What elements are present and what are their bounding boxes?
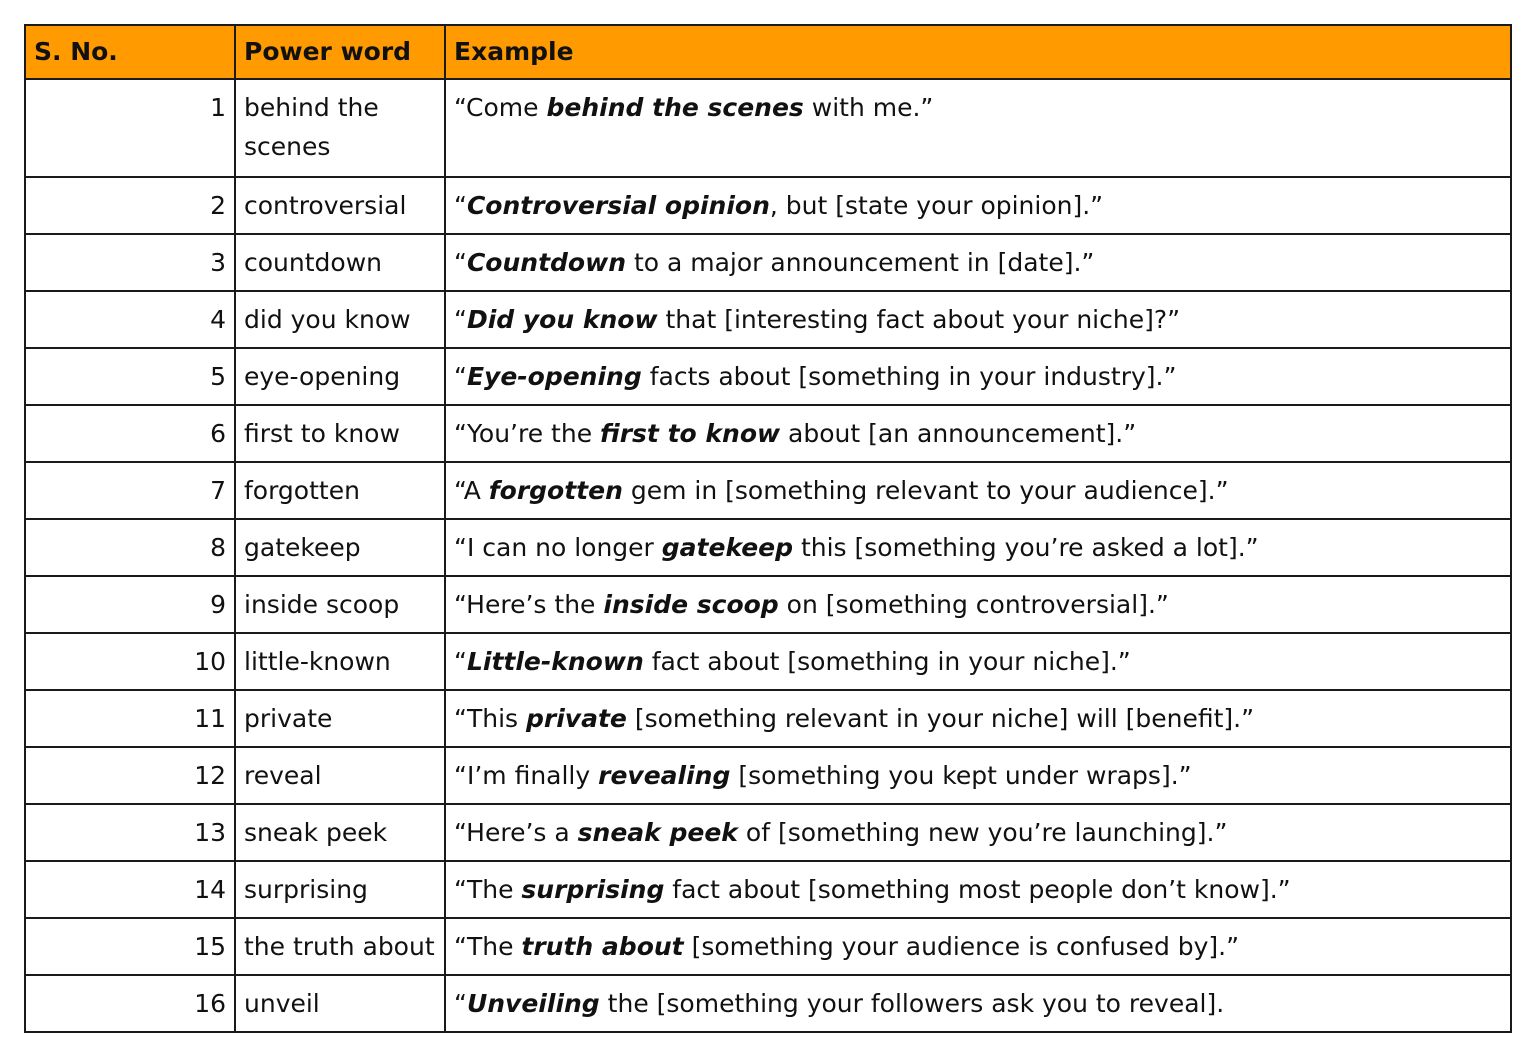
table-header [25,25,1511,79]
example-text-after: fact about [something in your niche].” [643,647,1131,676]
example-cell [445,177,1511,234]
table-row [25,348,1511,405]
example-cell [445,462,1511,519]
example-cell [445,975,1511,1032]
example-cell [445,576,1511,633]
table-body [25,79,1511,1032]
power-words-table [24,24,1512,1033]
power-word-cell: forgotten [235,462,445,519]
example-text-before: “ [454,248,467,277]
example-power-word-emphasis: sneak peek [577,818,738,847]
power-word-cell: surprising [235,861,445,918]
example-text-after: [something relevant in your niche] will [benefit].” [626,704,1255,733]
serial-number-cell: 2 [25,177,235,234]
example-text-after: fact about [something most people don’t know].” [664,875,1291,904]
example-text-before: “The [454,932,522,961]
table-row [25,79,1511,177]
power-word-cell: private [235,690,445,747]
example-text-before: “ [454,647,467,676]
example-cell [445,519,1511,576]
power-word-cell: countdown [235,234,445,291]
power-word-cell: eye-opening [235,348,445,405]
serial-number-cell: 11 [25,690,235,747]
example-cell [445,79,1511,177]
example-text-after: with me.” [803,93,934,122]
example-power-word-emphasis: inside scoop [603,590,779,619]
example-cell [445,348,1511,405]
table-row [25,519,1511,576]
header-power-word: Power word [235,25,445,79]
example-text-after: about [an announcement].” [780,419,1137,448]
example-text-after: this [something you’re asked a lot].” [793,533,1259,562]
table-row [25,576,1511,633]
table-row [25,633,1511,690]
serial-number-cell: 16 [25,975,235,1032]
serial-number-cell: 1 [25,79,235,177]
table-row [25,975,1511,1032]
table-row [25,861,1511,918]
example-power-word-emphasis: gatekeep [661,533,793,562]
example-text-after: that [interesting fact about your niche]?” [657,305,1181,334]
serial-number-cell: 3 [25,234,235,291]
example-text-before: “I’m finally [454,761,599,790]
power-word-cell: controversial [235,177,445,234]
example-text-before: “A [454,476,489,505]
example-power-word-emphasis: Did you know [466,305,658,334]
example-cell [445,747,1511,804]
example-power-word-emphasis: Controversial opinion [466,191,770,220]
example-text-before: “You’re the [454,419,601,448]
serial-number-cell: 13 [25,804,235,861]
example-power-word-emphasis: revealing [598,761,731,790]
example-text-before: “ [454,305,467,334]
example-text-before: “Here’s a [454,818,578,847]
serial-number-cell: 14 [25,861,235,918]
power-word-cell: inside scoop [235,576,445,633]
example-text-after: [something you kept under wraps].” [730,761,1192,790]
example-power-word-emphasis: forgotten [488,476,623,505]
example-text-after: to a major announcement in [date].” [626,248,1095,277]
serial-number-cell: 5 [25,348,235,405]
example-text-after: the [something your followers ask you to reveal]. [599,989,1225,1018]
header-example: Example [445,25,1511,79]
example-power-word-emphasis: Countdown [466,248,626,277]
example-text-after: gem in [something relevant to your audience].” [622,476,1229,505]
table-row [25,462,1511,519]
power-word-cell: did you know [235,291,445,348]
table-row [25,405,1511,462]
example-power-word-emphasis: truth about [521,932,684,961]
power-word-cell: unveil [235,975,445,1032]
header-row [25,25,1511,79]
example-text-before: “ [454,191,467,220]
example-text-before: “Here’s the [454,590,604,619]
table-row [25,177,1511,234]
serial-number-cell: 15 [25,918,235,975]
example-power-word-emphasis: Little-known [466,647,644,676]
example-text-before: “ [454,362,467,391]
power-word-cell: reveal [235,747,445,804]
example-cell [445,861,1511,918]
example-text-after: on [something controversial].” [778,590,1169,619]
example-power-word-emphasis: private [526,704,627,733]
example-power-word-emphasis: first to know [600,419,781,448]
example-text-before: “ [454,989,467,1018]
example-text-after: [something your audience is confused by].” [683,932,1240,961]
example-cell [445,690,1511,747]
power-word-cell: first to know [235,405,445,462]
power-word-cell: sneak peek [235,804,445,861]
table-row [25,804,1511,861]
example-power-word-emphasis: Unveiling [466,989,600,1018]
table-row [25,291,1511,348]
serial-number-cell: 7 [25,462,235,519]
serial-number-cell: 4 [25,291,235,348]
serial-number-cell: 12 [25,747,235,804]
power-word-cell: behind the scenes [235,79,445,177]
serial-number-cell: 6 [25,405,235,462]
table-row [25,690,1511,747]
power-word-cell: gatekeep [235,519,445,576]
example-text-after: , but [state your opinion].” [769,191,1104,220]
example-cell [445,405,1511,462]
power-word-cell: the truth about [235,918,445,975]
table-row [25,747,1511,804]
example-text-before: “Come [454,93,547,122]
example-cell [445,234,1511,291]
example-cell [445,918,1511,975]
example-cell [445,633,1511,690]
power-word-cell: little-known [235,633,445,690]
example-cell [445,291,1511,348]
table-row [25,234,1511,291]
example-text-after: facts about [something in your industry].” [641,362,1177,391]
example-text-after: of [something new you’re launching].” [737,818,1228,847]
example-text-before: “I can no longer [454,533,662,562]
header-serial-number: S. No. [25,25,235,79]
example-text-before: “The [454,875,522,904]
example-power-word-emphasis: behind the scenes [546,93,804,122]
table-row [25,918,1511,975]
example-power-word-emphasis: Eye-opening [466,362,642,391]
example-text-before: “This [454,704,526,733]
serial-number-cell: 10 [25,633,235,690]
example-power-word-emphasis: surprising [521,875,665,904]
example-cell [445,804,1511,861]
serial-number-cell: 9 [25,576,235,633]
serial-number-cell: 8 [25,519,235,576]
